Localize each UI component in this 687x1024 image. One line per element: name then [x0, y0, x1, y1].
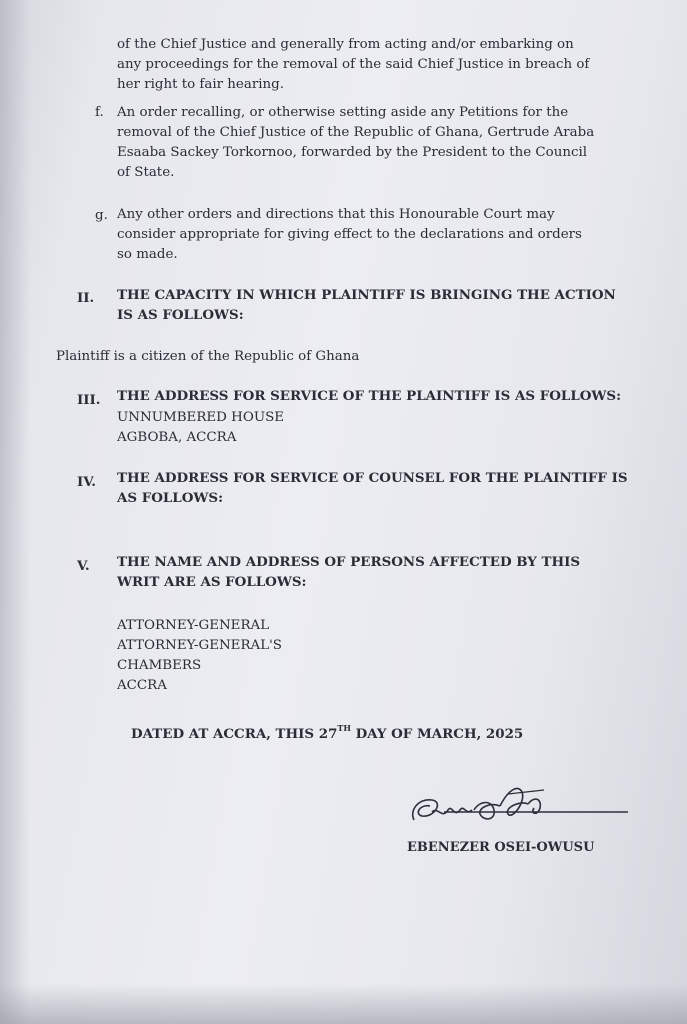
- dated-line: [131, 724, 523, 744]
- plaintiff-address-line-2: AGBOBA, ACCRA: [117, 430, 237, 445]
- section-iv-heading-line-1: THE ADDRESS FOR SERVICE OF COUNSEL FOR THE PLAINTIFF IS: [117, 470, 628, 486]
- continuation-line-2: any proceedings for the removal of the said Chief Justice in breach of: [117, 57, 590, 72]
- plaintiff-address-line-1: UNNUMBERED HOUSE: [117, 410, 285, 425]
- section-v-heading: [117, 552, 580, 592]
- continuation-line-3: her right to fair hearing.: [117, 77, 284, 92]
- section-ii-heading-line-2: IS AS FOLLOWS:: [117, 307, 244, 323]
- item-f-line-2: removal of the Chief Justice of the Republic of Ghana, Gertrude Araba: [117, 125, 595, 140]
- item-g-letter: g.: [95, 208, 108, 223]
- section-v-heading-line-2: WRIT ARE AS FOLLOWS:: [117, 574, 307, 590]
- item-f-letter: f.: [95, 105, 104, 120]
- signatory-name: EBENEZER OSEI-OWUSU: [407, 840, 595, 855]
- item-f-line-3: Esaaba Sackey Torkornoo, forwarded by the President to the Council: [117, 145, 588, 160]
- affected-address-line-1: ATTORNEY-GENERAL: [117, 618, 270, 633]
- item-g-line-1: Any other orders and directions that this Honourable Court may: [117, 207, 555, 222]
- affected-address-line-3: CHAMBERS: [117, 658, 202, 673]
- section-ii-heading-line-1: THE CAPACITY IN WHICH PLAINTIFF IS BRINGING THE ACTION: [117, 287, 616, 303]
- section-v-numeral: V.: [77, 558, 90, 574]
- section-v-heading-line-1: THE NAME AND ADDRESS OF PERSONS AFFECTED BY THIS: [117, 554, 581, 570]
- item-g-line-2: consider appropriate for giving effect to the declarations and orders: [117, 227, 582, 242]
- affected-persons-address: [117, 616, 282, 696]
- item-f-line-4: of State.: [117, 165, 175, 180]
- dated-ordinal-suffix: TH: [337, 723, 351, 733]
- affected-address-line-4: ACCRA: [117, 678, 167, 693]
- section-ii-heading: [117, 285, 616, 325]
- dated-rest: DAY OF MARCH, 2025: [350, 726, 524, 742]
- continuation-line-1: of the Chief Justice and generally from acting and/or embarking on: [117, 37, 574, 52]
- section-iii-heading: THE ADDRESS FOR SERVICE OF THE PLAINTIFF IS AS FOLLOWS:: [117, 388, 622, 404]
- item-f-line-1: An order recalling, or otherwise setting aside any Petitions for the: [117, 105, 569, 120]
- continuation-paragraph: [117, 35, 589, 95]
- item-g-paragraph: [117, 205, 582, 265]
- handwritten-signature: [404, 780, 634, 840]
- item-f-paragraph: [117, 103, 594, 183]
- page-shadow-bottom: [0, 984, 687, 1024]
- affected-address-line-2: ATTORNEY-GENERAL'S: [117, 638, 282, 653]
- dated-prefix: DATED AT ACCRA, THIS 27: [131, 726, 338, 742]
- plaintiff-address: [117, 408, 284, 448]
- page-shadow-left: [0, 0, 30, 1024]
- section-ii-numeral: II.: [77, 290, 95, 306]
- item-g-line-3: so made.: [117, 247, 178, 262]
- section-ii-body: Plaintiff is a citizen of the Republic of Ghana: [56, 349, 360, 364]
- section-iii-numeral: III.: [77, 392, 101, 408]
- section-iv-numeral: IV.: [77, 474, 96, 490]
- section-iv-heading: [117, 468, 628, 508]
- section-iv-heading-line-2: AS FOLLOWS:: [117, 490, 224, 506]
